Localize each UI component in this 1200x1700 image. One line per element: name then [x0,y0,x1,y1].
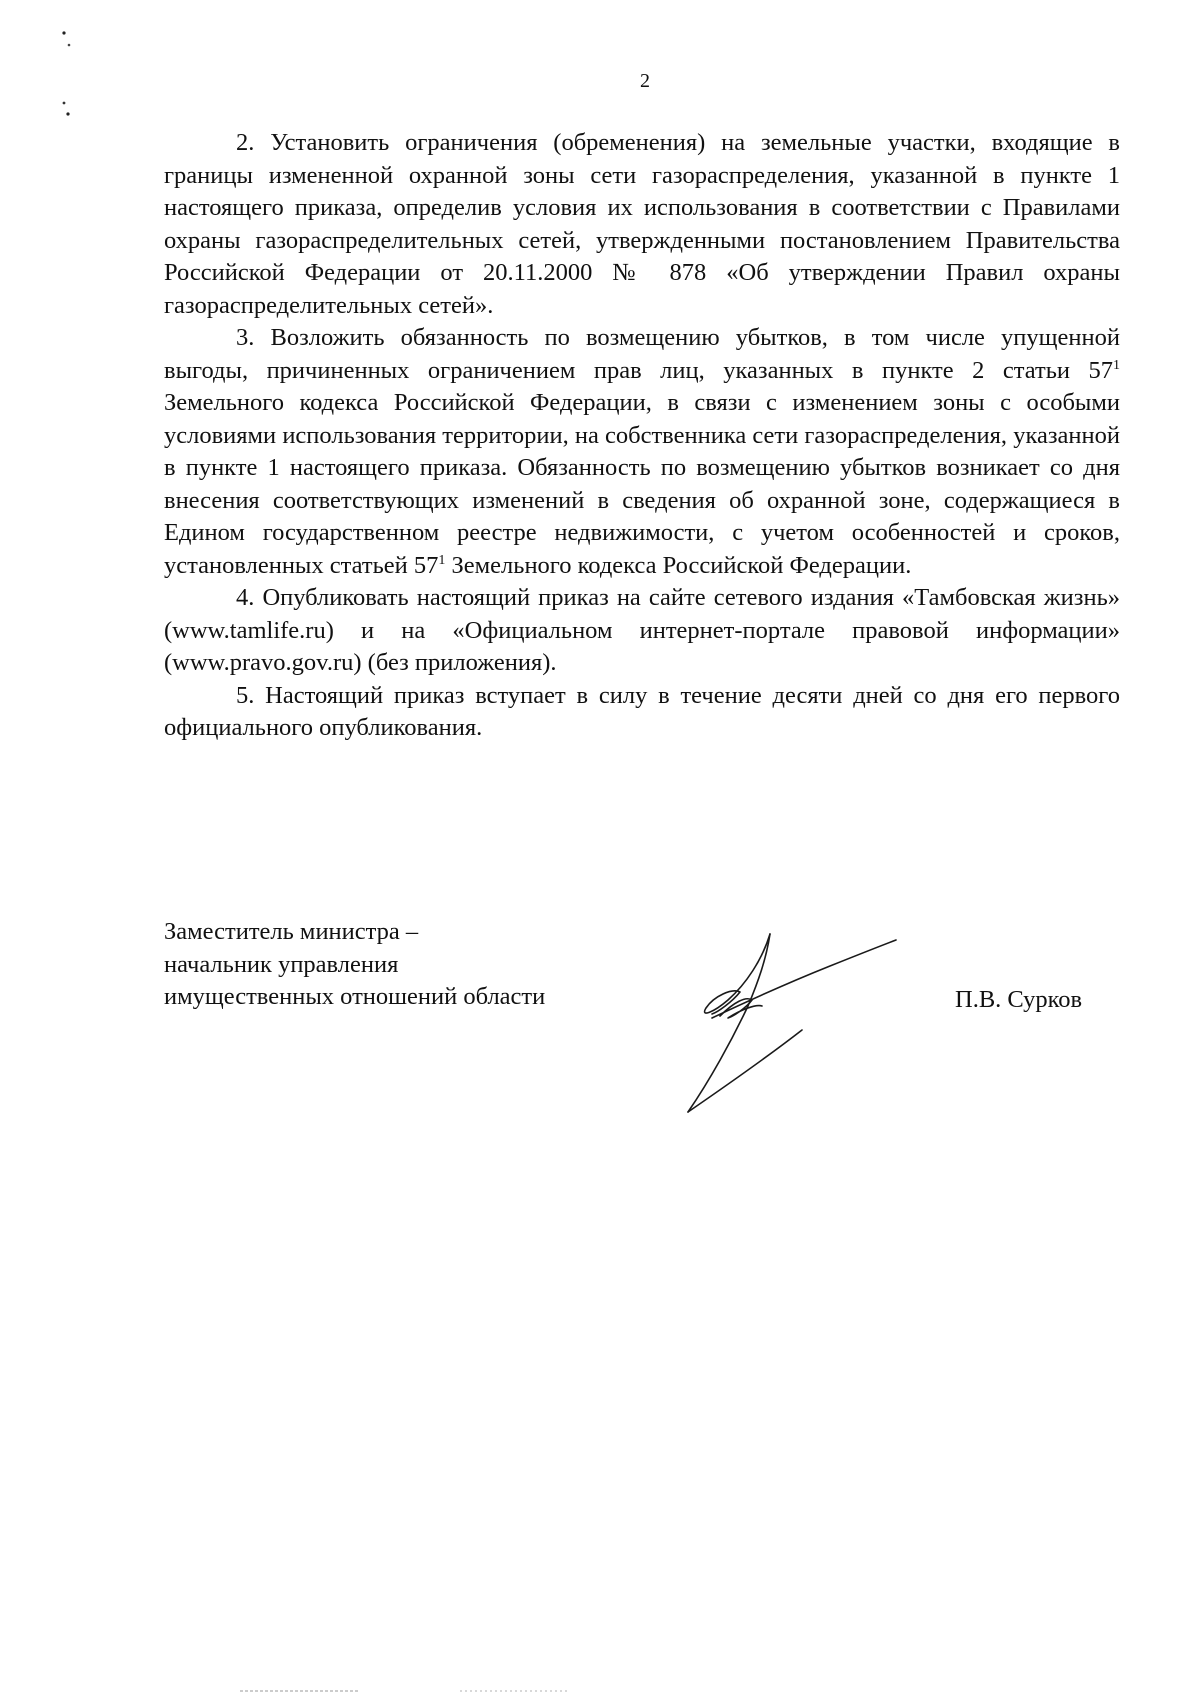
position-line-1: Заместитель министра – [164,918,419,945]
position-line-2: начальник управления [164,950,399,978]
scan-mark-top [60,30,74,50]
paragraph-4: 4. Опубликовать настоящий приказ на сайте сетевого издания «Тамбовская жизнь» (www.tamlife.ru) и на «Официальном интернет-портале правовой информации» (www.pravo.gov.ru) (без приложения). [164,584,1120,676]
signatory-position [164,916,545,1014]
signer-name: П.В. Сурков [955,986,1083,1013]
paragraph-2: 2. Установить ограничения (обременения) на земельные участки, входящие в границы измененной охранной зоны сети газораспределения, указанной в пункте 1 настоящего приказа, определив условия их использования в соответствии с Правилами охраны газораспределительных сетей, утвержденными постановлением Правительства Российской Федерации от 20.11.2000 № 878 «Об утверждении Правил охраны газораспределительных сетей». [164,129,1120,319]
superscript-1: 1 [1113,357,1120,373]
superscript-2: 1 [438,552,446,568]
document-body [164,127,1120,745]
paragraph-3-part-a: 3. Возложить обязанность по возмещению убытков, в том числе упущенной выгоды, причиненных ограничением прав лиц, указанных в пункте 2 статьи 57 [164,324,1120,384]
position-line-3: имущественных отношений области [164,983,546,1010]
paragraph-3-part-c: Земельного кодекса Российской Федерации. [445,551,912,579]
paragraph-3-part-b: Земельного кодекса Российской Федерации, в связи с изменением зоны с особыми условиями использования территории, на собственника сети газораспределения, указанной в пункте 1 настоящего приказа. Обязанность по возмещению убытков возникает со дня внесения соответствующих изменений в сведения об охранной зоне, содержащиеся в Едином государственном реестре недвижимости, с учетом особенностей и сроков, установленных статьей 57 [164,389,1120,579]
handwritten-signature [670,920,910,1120]
scan-edge-artifact [240,1688,570,1694]
scan-mark-bottom [60,100,74,120]
paragraph-3 [164,322,1120,582]
paragraph-5: 5. Настоящий приказ вступает в силу в течение десяти дней со дня его первого официального опубликования. [164,681,1120,741]
page-number: 2 [640,70,650,92]
